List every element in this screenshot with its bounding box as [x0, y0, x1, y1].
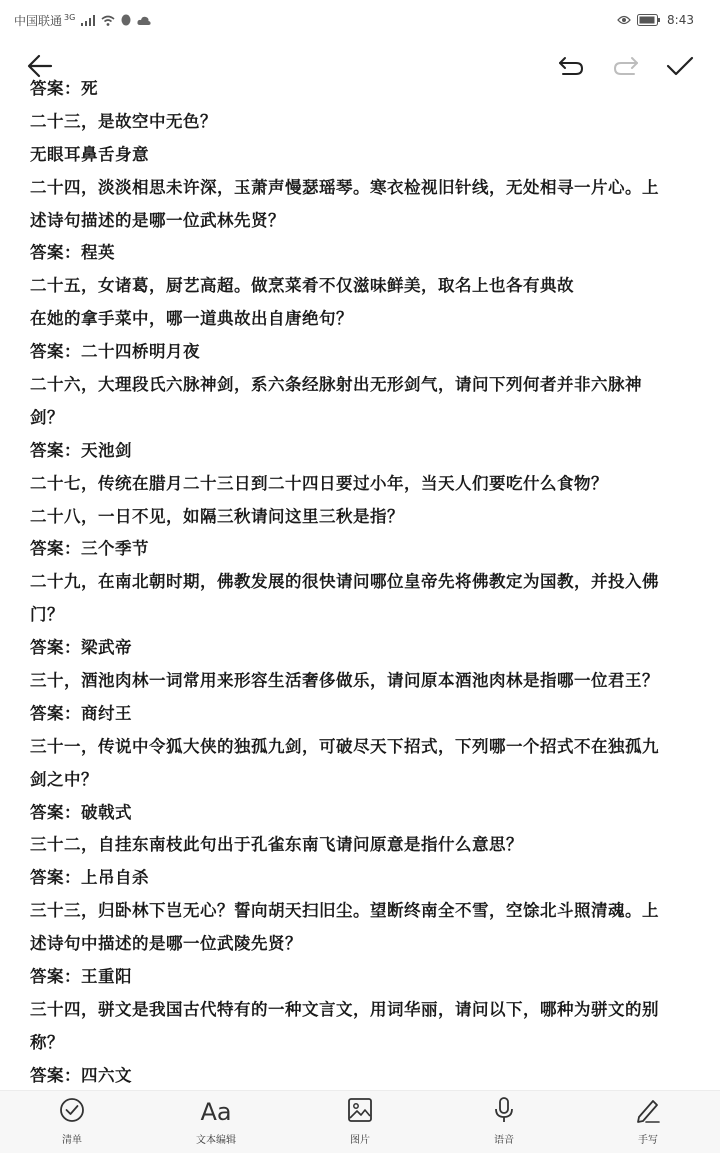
note-line[interactable]: 答案：破戟式	[30, 802, 132, 822]
penguin-icon	[121, 14, 131, 26]
note-line[interactable]: 无眼耳鼻舌身意	[30, 144, 149, 164]
status-bar-right	[617, 13, 694, 27]
cloud-icon	[137, 16, 151, 25]
text-format-label: 文本编辑	[196, 1135, 236, 1146]
note-content[interactable]	[0, 79, 720, 1090]
voice-button[interactable]	[449, 1097, 559, 1149]
eye-icon	[617, 15, 631, 25]
note-line[interactable]: 剑？	[30, 407, 64, 427]
carrier-name: 中国联通	[14, 13, 63, 28]
image-icon	[347, 1097, 373, 1127]
note-line[interactable]: 三十三，归卧林下岂无心？誓向胡天扫旧尘。望断终南全不雪，空馀北斗照清魂。上	[30, 901, 659, 921]
image-button[interactable]	[305, 1097, 415, 1149]
image-label: 图片	[350, 1135, 370, 1146]
text-format-button[interactable]	[161, 1097, 271, 1149]
note-line[interactable]: 门？	[30, 605, 64, 625]
note-line[interactable]: 答案：天池剑	[30, 440, 132, 460]
pen-icon	[634, 1096, 662, 1128]
microphone-icon	[493, 1096, 515, 1128]
note-line[interactable]: 述诗句中描述的是哪一位武陵先贤？	[30, 934, 302, 954]
note-text-body[interactable]	[30, 73, 702, 1093]
note-line[interactable]: 二十四，淡淡相思未许深，玉萧声慢瑟瑶琴。寒衣检视旧针线，无处相寻一片心。上	[30, 177, 659, 197]
bottom-toolbar	[0, 1090, 720, 1153]
signal-icon	[81, 15, 95, 26]
status-bar	[0, 0, 720, 40]
note-line[interactable]: 答案：四六文	[30, 1065, 132, 1085]
note-line[interactable]: 述诗句描述的是哪一位武林先贤？	[30, 210, 285, 230]
note-line[interactable]: 答案：商纣王	[30, 703, 132, 723]
note-line[interactable]: 答案：梁武帝	[30, 638, 132, 658]
note-line[interactable]: 三十二，自挂东南枝此句出于孔雀东南飞请问原意是指什么意思？	[30, 835, 523, 855]
note-line[interactable]: 二十五，女诸葛，厨艺高超。做烹菜肴不仅滋味鲜美，取名上也各有典故	[30, 276, 574, 296]
note-line[interactable]: 答案：三个季节	[30, 539, 149, 559]
checklist-label: 清单	[62, 1135, 82, 1146]
network-type: 3G	[64, 12, 76, 22]
checklist-icon	[59, 1097, 85, 1127]
note-line[interactable]: 剑之中？	[30, 769, 98, 789]
voice-label: 语音	[494, 1135, 514, 1146]
note-line[interactable]: 三十四，骈文是我国古代特有的一种文言文，用词华丽，请问以下，哪种为骈文的别	[30, 999, 659, 1019]
checklist-button[interactable]	[17, 1097, 127, 1149]
note-line[interactable]: 在她的拿手菜中，哪一道典故出自唐绝句？	[30, 309, 353, 329]
note-line[interactable]: 三十一，传说中令狐大侠的独孤九剑，可破尽天下招式，下列哪一个招式不在独孤九	[30, 736, 659, 756]
note-line[interactable]: 答案：死	[30, 79, 98, 98]
note-line[interactable]: 答案：二十四桥明月夜	[30, 342, 200, 362]
text-format-icon: Aa	[200, 1098, 232, 1126]
note-line[interactable]: 二十九，在南北朝时期，佛教发展的很快请问哪位皇帝先将佛教定为国教，并投入佛	[30, 572, 659, 592]
note-line[interactable]: 称？	[30, 1032, 64, 1052]
wifi-icon	[101, 15, 115, 26]
note-line[interactable]: 答案：王重阳	[30, 967, 132, 987]
battery-icon	[637, 14, 661, 26]
clock: 8:43	[667, 13, 694, 27]
note-line[interactable]: 答案：程英	[30, 243, 115, 263]
note-line[interactable]: 二十三，是故空中无色？	[30, 111, 217, 131]
handwriting-button[interactable]	[593, 1097, 703, 1149]
status-bar-left	[14, 12, 151, 29]
handwriting-label: 手写	[638, 1135, 658, 1146]
note-line[interactable]: 三十，酒池肉林一词常用来形容生活奢侈做乐，请问原本酒池肉林是指哪一位君王？	[30, 671, 659, 691]
note-line[interactable]: 二十八，一日不见，如隔三秋请问这里三秋是指？	[30, 506, 404, 526]
note-line[interactable]: 二十六，大理段氏六脉神剑，系六条经脉射出无形剑气，请问下列何者并非六脉神	[30, 375, 642, 395]
note-line[interactable]: 二十七，传统在腊月二十三日到二十四日要过小年，当天人们要吃什么食物？	[30, 473, 608, 493]
note-line[interactable]: 答案：上吊自杀	[30, 868, 149, 888]
